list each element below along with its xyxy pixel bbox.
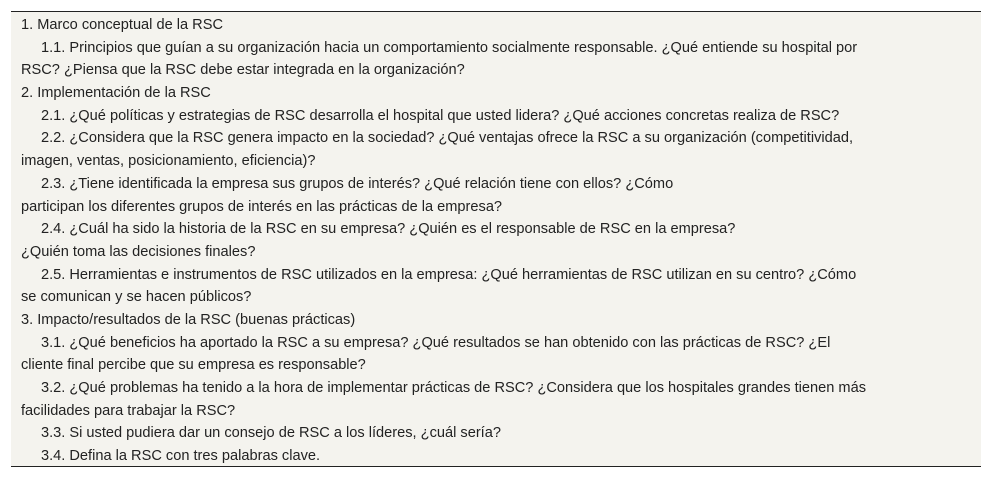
interview-guide-table [11, 11, 981, 467]
question-line: se comunican y se hacen públicos? [21, 289, 252, 306]
question-line: 1.1. Principios que guían a su organización hacia un comportamiento socialmente responsable. ¿Qué entiende su hospital por [41, 39, 858, 56]
question-line: cliente final percibe que su empresa es responsable? [21, 357, 366, 374]
section-heading: 3. Impacto/resultados de la RSC (buenas prácticas) [21, 311, 356, 328]
question-line: ¿Quién toma las decisiones finales? [21, 243, 256, 260]
question-line: 3.2. ¿Qué problemas ha tenido a la hora de implementar prácticas de RSC? ¿Considera que los hospitales grandes tienen más [41, 380, 867, 396]
question-line: facilidades para trabajar la RSC? [21, 402, 236, 419]
section-heading: 1. Marco conceptual de la RSC [21, 17, 223, 33]
question-line: 3.3. Si usted pudiera dar un consejo de RSC a los líderes, ¿cuál sería? [41, 425, 501, 442]
question-line: 2.1. ¿Qué políticas y estrategias de RSC desarrolla el hospital que usted lidera? ¿Qué acciones concretas realiza de RSC? [41, 107, 840, 124]
question-line: 2.5. Herramientas e instrumentos de RSC utilizados en la empresa: ¿Qué herramientas de RSC utilizan en su centro? ¿Cómo [41, 266, 857, 283]
question-line: imagen, ventas, posicionamiento, eficiencia)? [21, 153, 316, 170]
section-heading: 2. Implementación de la RSC [21, 85, 211, 102]
question-line: participan los diferentes grupos de interés en las prácticas de la empresa? [21, 198, 503, 215]
question-line: 2.3. ¿Tiene identificada la empresa sus grupos de interés? ¿Qué relación tiene con ellos? ¿Cómo [41, 175, 674, 192]
question-line: 2.4. ¿Cuál ha sido la historia de la RSC en su empresa? ¿Quién es el responsable de RSC en la empresa? [41, 221, 736, 238]
question-line: 3.1. ¿Qué beneficios ha aportado la RSC a su empresa? ¿Qué resultados se han obtenido con las prácticas de RSC? ¿El [41, 334, 831, 351]
question-line: 2.2. ¿Considera que la RSC genera impacto en la sociedad? ¿Qué ventajas ofrece la RSC a su organización (competitividad, [41, 130, 854, 147]
question-line: RSC? ¿Piensa que la RSC debe estar integrada en la organización? [21, 62, 465, 79]
question-line: 3.4. Defina la RSC con tres palabras clave. [41, 448, 321, 465]
